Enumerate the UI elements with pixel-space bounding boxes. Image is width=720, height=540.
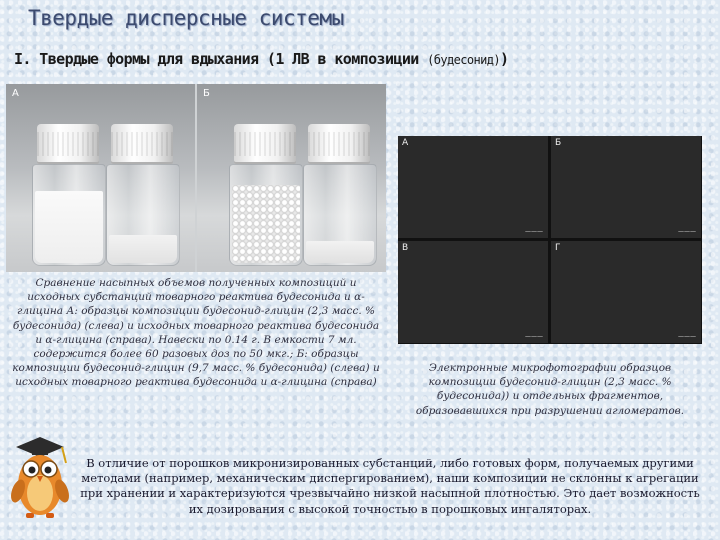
subtitle-main: I. Твердые формы для вдыхания (1 ЛВ в композиции xyxy=(14,50,428,68)
vial-substances xyxy=(106,124,178,266)
vial-glass xyxy=(32,164,106,266)
sem-label-b: Б xyxy=(555,138,562,148)
vial-cap xyxy=(37,124,99,164)
slide-title: Твердые дисперсные системы xyxy=(28,6,344,30)
sem-scale-bar: ——— xyxy=(678,333,696,340)
subtitle-end: ) xyxy=(499,50,509,68)
vial-composition xyxy=(32,124,104,266)
slide-subtitle xyxy=(14,50,508,68)
sem-scale-bar: ——— xyxy=(678,228,696,235)
sem-image-c xyxy=(398,241,548,343)
sem-image-b xyxy=(551,136,701,238)
powder xyxy=(232,185,300,263)
vial-glass xyxy=(229,164,303,266)
sem-caption: Электронные микрофотографии образцов композиции будесонид-глицин (2,3 масс. % будесонида)) и отдельных фрагментов, образовавшихся при разрушении агломератов. xyxy=(415,362,685,417)
vials-photo xyxy=(6,84,386,272)
vial-glass xyxy=(303,164,377,266)
vial-glass xyxy=(106,164,180,266)
photo-label-a: А xyxy=(12,88,19,99)
vial-cap xyxy=(111,124,173,164)
subtitle-drug: (будесонид) xyxy=(427,53,500,67)
vials-photo-a xyxy=(6,84,195,272)
vial-cap xyxy=(234,124,296,164)
powder xyxy=(306,241,374,263)
owl-professor-icon xyxy=(6,433,74,523)
sem-label-d: Г xyxy=(555,243,561,253)
powder xyxy=(35,191,103,263)
sem-label-a: А xyxy=(402,138,409,148)
powder xyxy=(109,235,177,263)
vial-substances xyxy=(303,124,375,266)
vial-composition xyxy=(229,124,301,266)
vials-caption: Сравнение насыпных объемов полученных композиций и исходных субстанций товарного реактива будесонида и α-глицина А: образцы композиции будесонид-глицин (2,3 масс. % будесонида) (слева) и исходных товарного реактива будесонида и α-глицина (справа). Навески по 0.14 г. В емкости 7 мл. содержится более 60 разовых доз по 50 мкг.; Б: образцы композиции будесонид-глицин (9,7 масс. % будесонида) (слева) и исходных товарного реактива будесонида и α-глицина (справа) xyxy=(12,277,380,389)
vial-cap xyxy=(308,124,370,164)
sem-label-c: В xyxy=(402,243,409,253)
sem-image-a xyxy=(398,136,548,238)
vials-photo-b xyxy=(197,84,386,272)
sem-micrographs xyxy=(398,136,702,344)
sem-image-d xyxy=(551,241,701,343)
sem-scale-bar: ——— xyxy=(525,228,543,235)
conclusion-text: В отличие от порошков микронизированных субстанций, либо готовых форм, получаемых другими методами (например, механическим диспергированием), наши композиции не склонны к агрегации при хранении и характеризуются чрезвычайно низкой насыпной плотностью. Это дает возможность их дозирования с высокой точностью в порошковых ингаляторах. xyxy=(80,456,700,516)
sem-scale-bar: ——— xyxy=(525,333,543,340)
photo-label-b: Б xyxy=(203,88,210,99)
